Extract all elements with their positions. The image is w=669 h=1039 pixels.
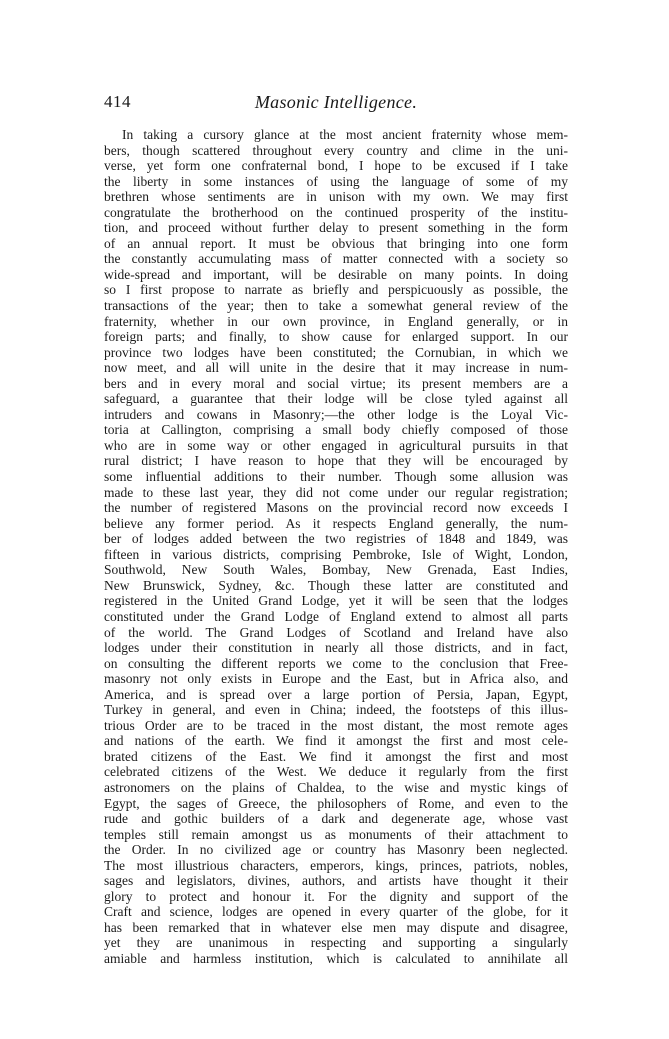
text-line: Southwold, New South Wales, Bombay, New Grenada, East Indies, (104, 562, 568, 578)
text-line: province two lodges have been constituted; the Cornubian, in which we (104, 344, 568, 360)
text-line: of an annual report. It must be obvious that bringing into one form (104, 235, 568, 251)
text-line: ber of lodges added between the two registries of 1848 and 1849, was (104, 531, 568, 547)
text-line: Turkey in general, and even in China; indeed, the footsteps of this illus- (104, 702, 568, 718)
text-line: of the world. The Grand Lodges of Scotland and Ireland have also (104, 624, 568, 640)
text-line: transactions of the year; then to take a somewhat general review of the (104, 298, 568, 314)
text-line: so I first propose to narrate as briefly and perspicuously as possible, the (104, 282, 568, 298)
text-line: the liberty in some instances of using the language of some of my (104, 173, 568, 189)
text-line: The most illustrious characters, emperors, kings, princes, patriots, nobles, (104, 857, 568, 873)
running-head (104, 92, 568, 116)
text-line: New Brunswick, Sydney, &c. Though these latter are constituted and (104, 577, 568, 593)
text-line: astronomers on the plains of Chaldea, to the wise and mystic kings of (104, 779, 568, 795)
text-line: fifteen in various districts, comprising Pembroke, Isle of Wight, London, (104, 546, 568, 562)
text-line: on consulting the different reports we come to the conclusion that Free- (104, 655, 568, 671)
text-line: foreign parts; and finally, to show cause for enlarged support. In our (104, 329, 568, 345)
text-line: wide-spread and important, will be desirable on many points. In doing (104, 266, 568, 282)
text-line: the number of registered Masons on the provincial record now exceeds I (104, 500, 568, 516)
text-line: bers, though scattered throughout every country and clime in the uni- (104, 142, 568, 158)
text-line: believe any former period. As it respects England generally, the num- (104, 515, 568, 531)
text-line: toria at Callington, comprising a small body chiefly composed of those (104, 422, 568, 438)
text-line: trious Order are to be traced in the most distant, the most remote ages (104, 717, 568, 733)
text-line: masonry not only exists in Europe and the East, but in Africa also, and (104, 671, 568, 687)
text-line: made to these last year, they did not come under our regular registration; (104, 484, 568, 500)
text-line: sages and legislators, divines, authors, and artists have thought it their (104, 873, 568, 889)
text-line: tion, and proceed without further delay to present something in the form (104, 220, 568, 236)
text-line: In taking a cursory glance at the most ancient fraternity whose mem- (122, 127, 568, 142)
text-line: temples still remain amongst us as monuments of their attachment to (104, 826, 568, 842)
running-title: Masonic Intelligence. (254, 92, 418, 112)
text-line: celebrated citizens of the West. We deduce it regularly from the first (104, 764, 568, 780)
text-line: bers and in every moral and social virtue; its present members are a (104, 375, 568, 391)
text-line: verse, yet form one confraternal bond, I hope to be excused if I take (104, 158, 568, 174)
text-line: yet they are unanimous in respecting and supporting a singularly (104, 935, 568, 951)
text-line: brated citizens of the East. We find it amongst the first and most (104, 748, 568, 764)
text-line: rural district; I have reason to hope that they will be encouraged by (104, 453, 568, 469)
text-line: lodges under their constitution in nearly all those districts, and in fact, (104, 640, 568, 656)
text-line: fraternity, whether in our own province, in England generally, or in (104, 313, 568, 329)
text-line: brethren whose sentiments are in unison with my own. We may first (104, 189, 568, 205)
text-line: Craft and science, lodges are opened in every quarter of the globe, for it (104, 904, 568, 920)
text-line: constituted under the Grand Lodge of England extend to almost all parts (104, 608, 568, 624)
text-line: and nations of the earth. We find it amongst the first and most cele- (104, 733, 568, 749)
text-line: the Order. In no civilized age or country has Masonry been neglected. (104, 842, 568, 858)
text-line: now meet, and all will unite in the desire that it may increase in num- (104, 360, 568, 376)
text-line: has been remarked that in whatever else men may dispute and disagree, (104, 919, 568, 935)
text-line: registered in the United Grand Lodge, yet it will be seen that the lodges (104, 593, 568, 609)
text-line: who are in some way or other engaged in agricultural pursuits in that (104, 437, 568, 453)
text-line: the constantly accumulating mass of matter connected with a society so (104, 251, 568, 267)
text-line: rude and gothic builders of a dark and degenerate age, whose vast (104, 811, 568, 827)
text-line: intruders and cowans in Masonry;—the other lodge is the Loyal Vic- (104, 406, 568, 422)
body-text (104, 127, 568, 967)
text-line: some influential additions to their number. Though some allusion was (104, 469, 568, 485)
text-line: amiable and harmless institution, which is calculated to annihilate all (104, 950, 568, 966)
text-line: congratulate the brotherhood on the continued prosperity of the institu- (104, 204, 568, 220)
text-line: safeguard, a guarantee that their lodge will be close tyled against all (104, 391, 568, 407)
text-line: Egypt, the sages of Greece, the philosophers of Rome, and even to the (104, 795, 568, 811)
page-number: 414 (104, 92, 131, 111)
text-line: America, and is spread over a large portion of Persia, Japan, Egypt, (104, 686, 568, 702)
text-line: glory to protect and honour it. For the dignity and support of the (104, 888, 568, 904)
